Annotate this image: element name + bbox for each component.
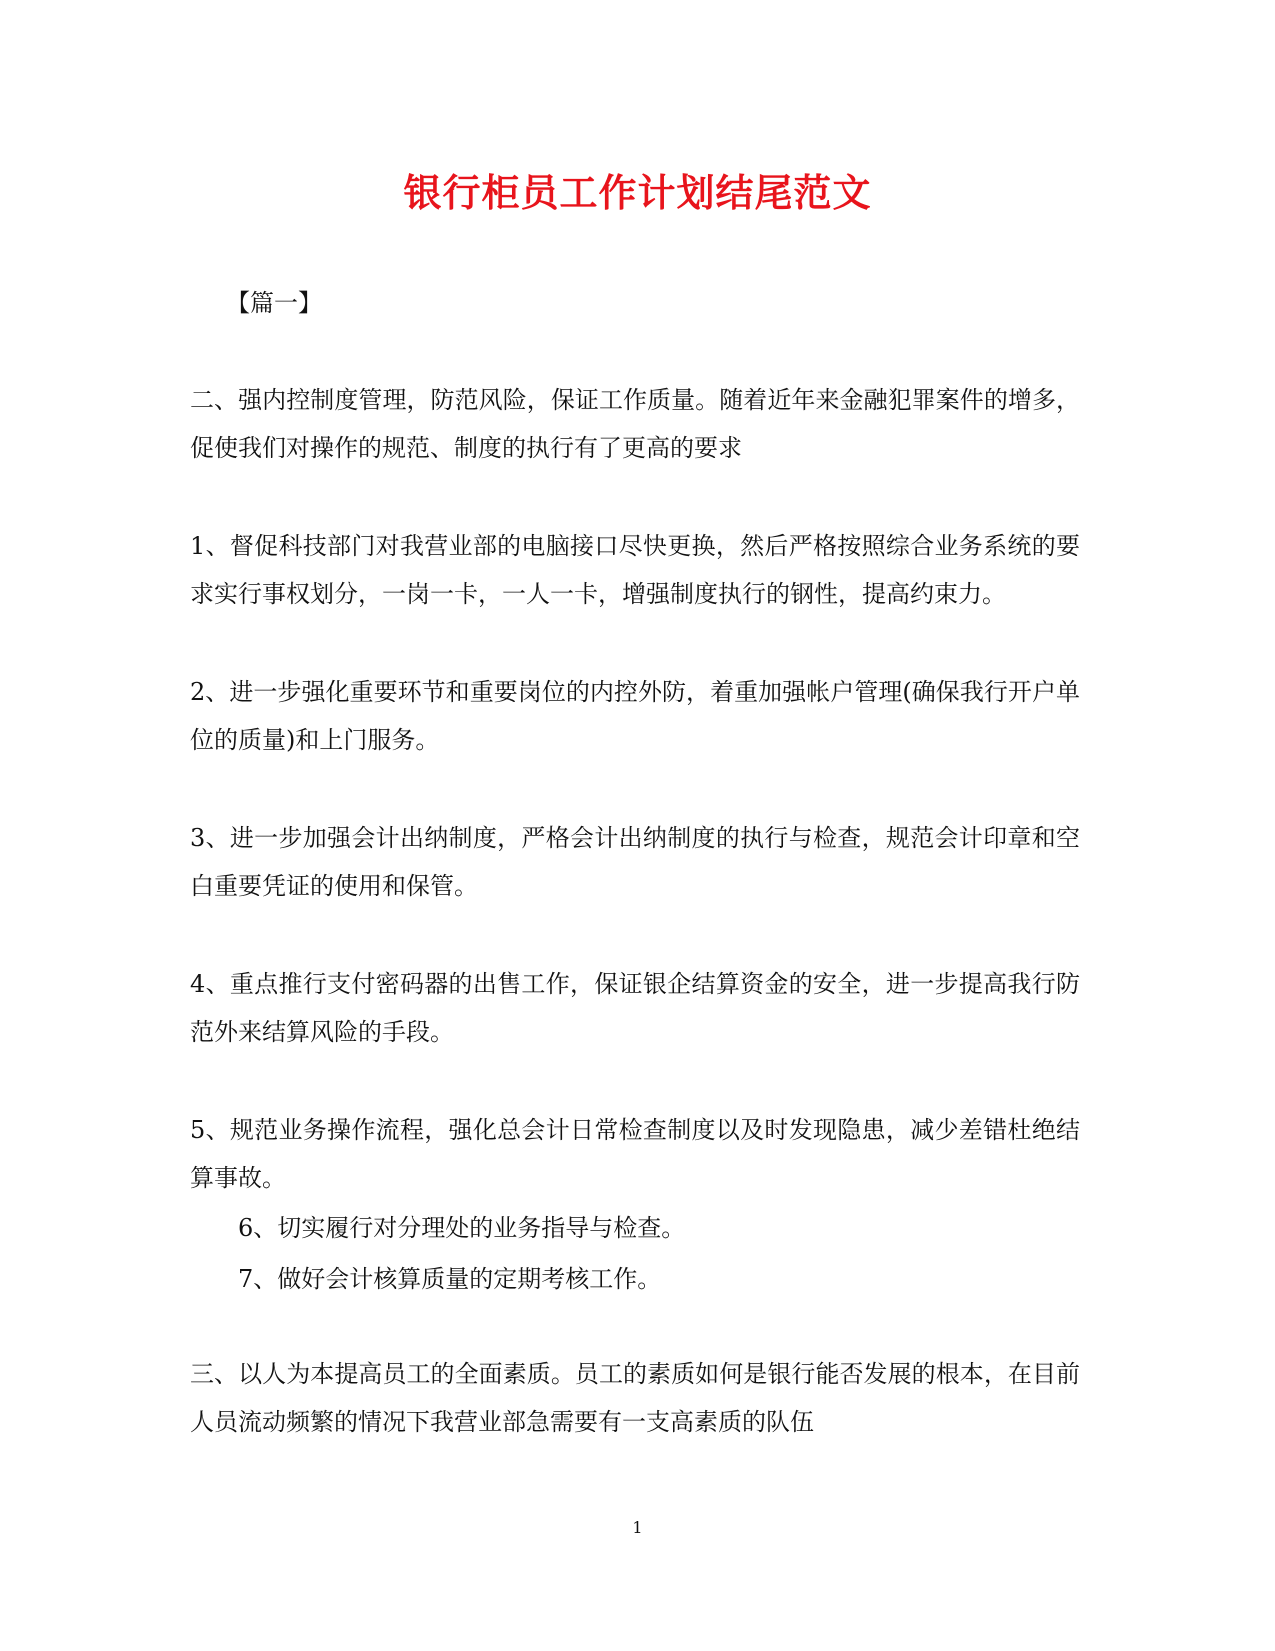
list-item-6: 6、切实履行对分理处的业务指导与检查。 xyxy=(238,1214,686,1242)
document-title: 银行柜员工作计划结尾范文 xyxy=(403,170,872,215)
page-number: 1 xyxy=(632,1518,643,1537)
paragraph-item-1: 1、督促科技部门对我营业部的电脑接口尽快更换，然后严格按照综合业务系统的要求实行事权划分，一岗一卡，一人一卡，增强制度执行的钢性，提高约束力。 xyxy=(190,532,1080,608)
paragraph-item-4: 4、重点推行支付密码器的出售工作，保证银企结算资金的安全，进一步提高我行防范外来结算风险的手段。 xyxy=(190,970,1080,1046)
paragraph-3-staff-quality: 三、以人为本提高员工的全面素质。员工的素质如何是银行能否发展的根本，在目前人员流动频繁的情况下我营业部急需要有一支高素质的队伍 xyxy=(190,1360,1080,1436)
section-label: 【篇一】 xyxy=(226,289,322,317)
paragraph-item-5: 5、规范业务操作流程，强化总会计日常检查制度以及时发现隐患，减少差错杜绝结算事故。 xyxy=(190,1116,1080,1192)
paragraph-item-3: 3、进一步加强会计出纳制度，严格会计出纳制度的执行与检查，规范会计印章和空白重要凭证的使用和保管。 xyxy=(190,824,1080,900)
paragraph-2-internal-control: 二、强内控制度管理，防范风险，保证工作质量。随着近年来金融犯罪案件的增多，促使我们对操作的规范、制度的执行有了更高的要求 xyxy=(190,386,1080,462)
list-item-7: 7、做好会计核算质量的定期考核工作。 xyxy=(238,1265,662,1293)
paragraph-item-2: 2、进一步强化重要环节和重要岗位的内控外防，着重加强帐户管理(确保我行开户单位的质量)和上门服务。 xyxy=(190,678,1080,754)
